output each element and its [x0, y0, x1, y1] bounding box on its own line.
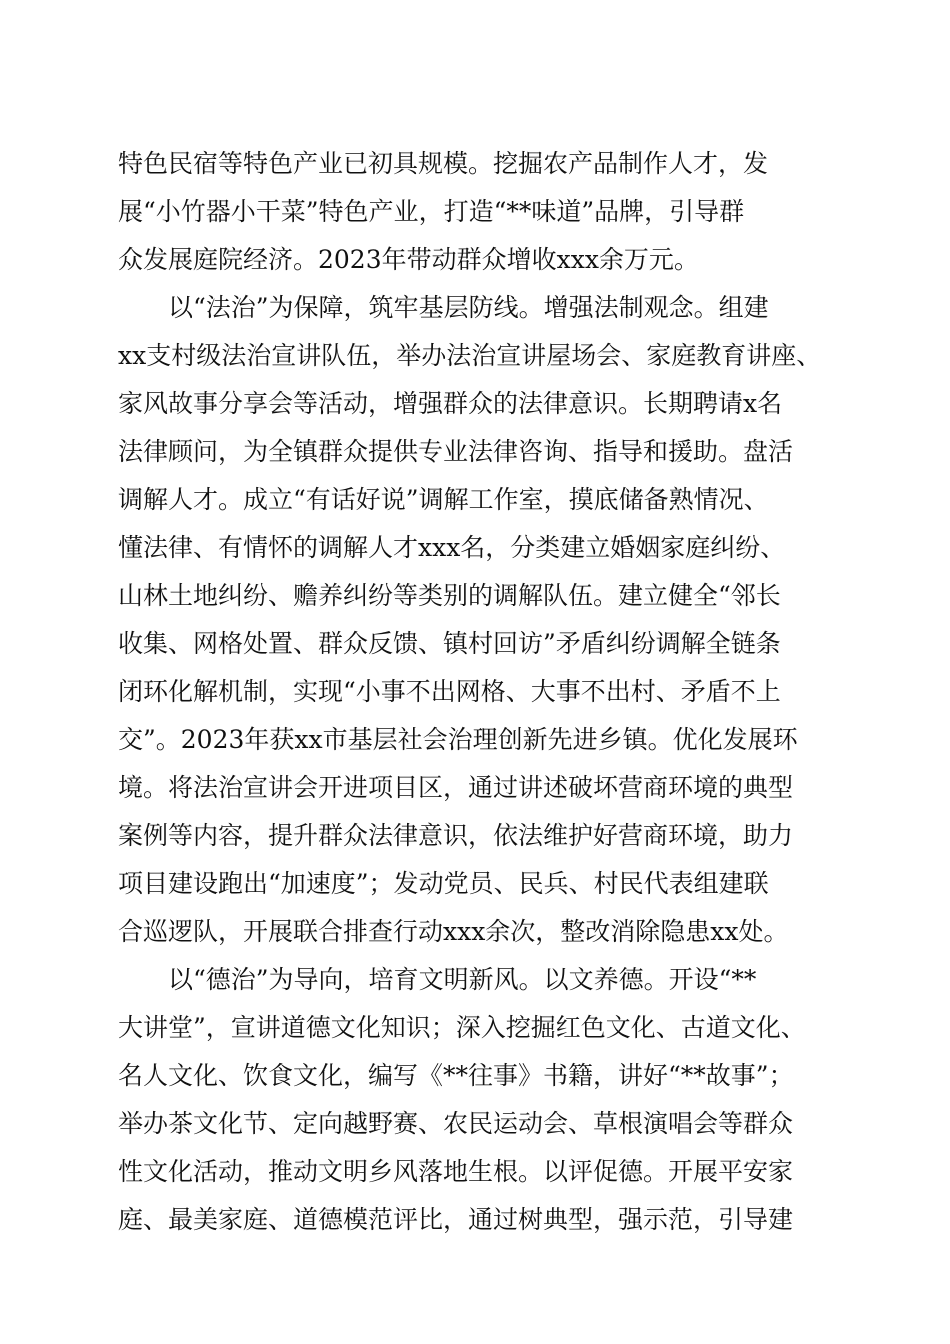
text-line-15: 案例等内容，提升群众法律意识，依法维护好营商环境，助力: [118, 821, 794, 850]
text-line-21: 举办茶文化节、定向越野赛、农民运动会、草根演唱会等群众: [118, 1109, 794, 1138]
text-line-23: 庭、最美家庭、道德模范评比，通过树典型，强示范，引导建: [118, 1205, 794, 1234]
text-line-17: 合巡逻队，开展联合排查行动xxx余次，整改消除隐患xx处。: [118, 917, 789, 946]
text-line-11: 收集、网格处置、群众反馈、镇村回访”矛盾纠纷调解全链条: [118, 629, 781, 658]
text-line-20: 名人文化、饮食文化，编写《**往事》书籍，讲好“**故事”；: [118, 1061, 794, 1090]
text-line-13: 交”。2023年获xx市基层社会治理创新先进乡镇。优化发展环: [118, 725, 798, 754]
text-line-6: 家风故事分享会等活动，增强群众的法律意识。长期聘请x名: [118, 389, 783, 418]
text-line-18: 以“德治”为导向，培育文明新风。以文养德。开设“**: [118, 965, 757, 994]
text-line-5: xx支村级法治宣讲队伍，举办法治宣讲屋场会、家庭教育讲座、: [118, 341, 822, 370]
text-line-10: 山林土地纠纷、赡养纠纷等类别的调解队伍。建立健全“邻长: [118, 581, 781, 610]
text-line-14: 境。将法治宣讲会开进项目区，通过讲述破坏营商环境的典型: [118, 773, 794, 802]
text-line-2: 展“小竹器小干菜”特色产业，打造“**味道”品牌，引导群: [118, 197, 745, 226]
text-line-7: 法律顾问，为全镇群众提供专业法律咨询、指导和援助。盘活: [118, 437, 794, 466]
text-line-9: 懂法律、有情怀的调解人才xxx名，分类建立婚姻家庭纠纷、: [118, 533, 786, 562]
text-line-3: 众发展庭院经济。2023年带动群众增收xxx余万元。: [118, 245, 699, 274]
text-line-12: 闭环化解机制，实现“小事不出网格、大事不出村、矛盾不上: [118, 677, 781, 706]
text-line-8: 调解人才。成立“有话好说”调解工作室，摸底储备熟情况、: [118, 485, 769, 514]
text-line-22: 性文化活动，推动文明乡风落地生根。以评促德。开展平安家: [118, 1157, 794, 1186]
body-text: [118, 140, 833, 1244]
text-line-1: 特色民宿等特色产业已初具规模。挖掘农产品制作人才，发: [118, 149, 769, 178]
text-line-19: 大讲堂”，宣讲道德文化知识；深入挖掘红色文化、古道文化、: [118, 1013, 806, 1042]
text-line-4: 以“法治”为保障，筑牢基层防线。增强法制观念。组建: [118, 293, 769, 322]
text-line-16: 项目建设跑出“加速度”；发动党员、民兵、村民代表组建联: [118, 869, 769, 898]
